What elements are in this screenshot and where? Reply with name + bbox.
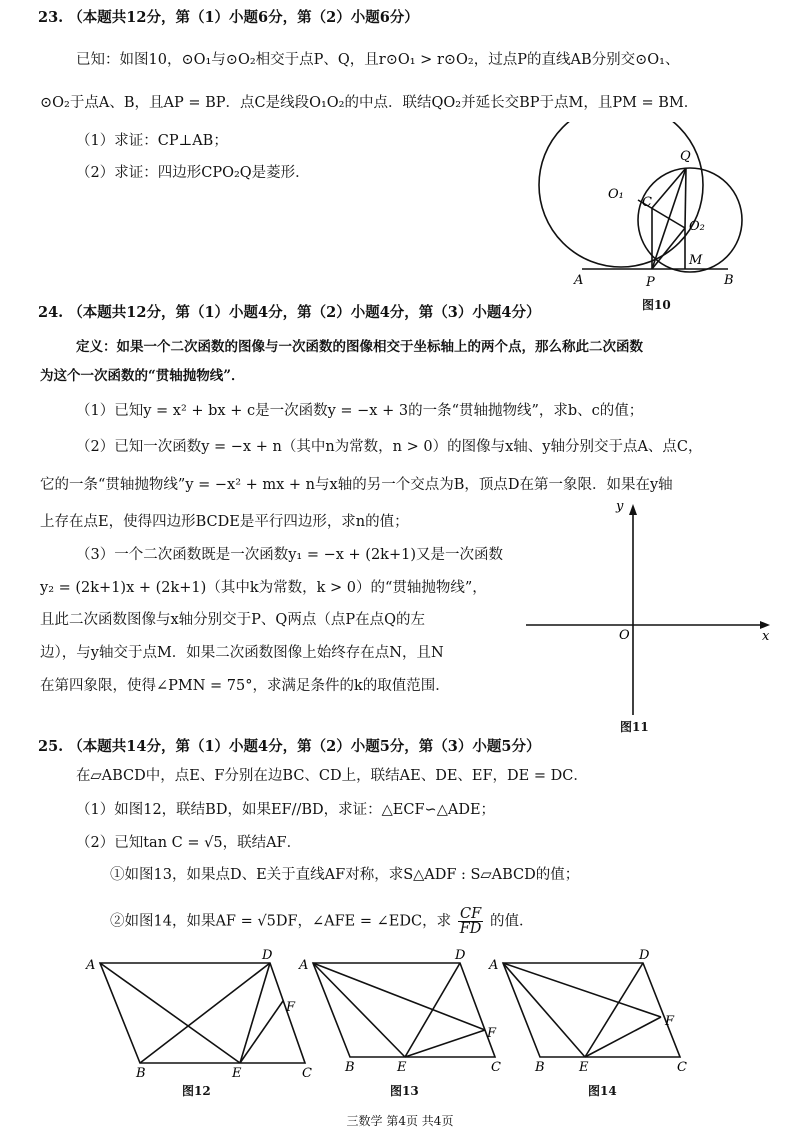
q25-part2-sub2-suffix: 的值．: [490, 913, 534, 930]
q25-part2-sub1: ①如图13，如果点D、E关于直线AF对称，求S△ADF : S▱ABCD的值；: [110, 867, 580, 883]
figure-13-caption: 图13: [390, 1084, 419, 1098]
label-o2: O₂: [689, 219, 705, 234]
label-o1: O₁: [608, 187, 624, 202]
q24-part2-line3: 上存在点E，使得四边形BCDE是平行四边形，求n的值；: [40, 514, 409, 530]
figure-13: [295, 945, 510, 1080]
y-axis-arrow: [629, 504, 637, 515]
fraction-numerator: CF: [458, 907, 484, 922]
segment-cq: [652, 168, 686, 208]
segment-ef: [240, 1001, 283, 1063]
q25-part2: （2）已知tan C = √5，联结AF．: [76, 835, 302, 851]
label-a: A: [574, 273, 584, 288]
q25-part2-sub2: [110, 907, 534, 936]
q23-part1: （1）求证：CP⊥AB；: [76, 133, 228, 149]
fig14-label-a: A: [489, 958, 499, 973]
figure-14: [485, 945, 700, 1080]
figure-14-caption: 图14: [588, 1084, 617, 1098]
segment-de: [585, 963, 643, 1057]
q24-part2-line2: 它的一条“贯轴抛物线”y = −x² + mx + n与x轴的另一个交点为B，顶点D在第一象限．如果在y轴: [40, 477, 673, 493]
q23-line2: ⊙O₂于点A、B，且AP = BP．点C是线段O₁O₂的中点．联结QO₂并延长交BP于点M，且PM = BM．: [40, 95, 699, 111]
q23-line1: 已知：如图10，⊙O₁与⊙O₂相交于点P、Q，且r⊙O₁ > r⊙O₂，过点P的直线AB分别交⊙O₁、: [76, 52, 680, 68]
q24-definition-line2: 为这个一次函数的“贯轴抛物线”．: [40, 368, 245, 384]
segment-pq: [652, 168, 686, 269]
label-m: M: [689, 253, 703, 268]
label-c: C: [642, 195, 652, 210]
parallelogram-abcd: [313, 963, 495, 1057]
fraction-denominator: FD: [459, 921, 482, 937]
x-axis-label: x: [762, 629, 770, 644]
q24-header: 24. （本题共12分，第（1）小题4分，第（2）小题4分，第（3）小题4分）: [38, 304, 541, 321]
q24-part3-line1: （3）一个二次函数既是一次函数y₁ = −x + (2k+1)又是一次函数: [76, 547, 503, 563]
fraction-cf-fd: [458, 907, 484, 936]
x-axis-arrow: [760, 621, 770, 629]
segment-ae: [313, 963, 405, 1057]
fig12-label-b: B: [136, 1066, 146, 1080]
q25-part2-sub2-text: ②如图14，如果AF = √5DF，∠AFE = ∠EDC，求: [110, 913, 452, 930]
q25-header: 25. （本题共14分，第（1）小题4分，第（2）小题5分，第（3）小题5分）: [38, 738, 541, 755]
q25-part1: （1）如图12，联结BD，如果EF//BD，求证：△ECF∽△ADE；: [76, 802, 496, 818]
fig13-label-b: B: [345, 1060, 355, 1075]
fig13-label-a: A: [299, 958, 309, 973]
figure-12-caption: 图12: [182, 1084, 211, 1098]
fig13-label-e: E: [397, 1060, 407, 1075]
origin-label: O: [619, 628, 630, 643]
segment-ef: [585, 1017, 661, 1057]
y-axis-label: y: [616, 499, 624, 514]
q24-part3-line3: 且此二次函数图像与x轴分别交于P、Q两点（点P在点Q的左: [40, 612, 425, 628]
figure-10-caption: 图10: [642, 298, 671, 312]
segment-qo2: [685, 168, 686, 228]
q24-part2-line1: （2）已知一次函数y = −x + n（其中n为常数，n > 0）的图像与x轴、y轴分别交于点A、点C，: [76, 439, 703, 455]
figure-11-axes: [520, 490, 780, 720]
q24-part3-line5: 在第四象限，使得∠PMN = 75°，求满足条件的k的取值范围．: [40, 678, 450, 694]
segment-ae: [100, 963, 240, 1063]
fig12-label-e: E: [232, 1066, 242, 1080]
segment-af: [313, 963, 485, 1030]
page-footer: 三数学 第4页 共4页: [346, 1114, 454, 1128]
label-q: Q: [680, 149, 691, 164]
fig13-label-c: C: [491, 1060, 501, 1075]
q24-definition-line1: 定义：如果一个二次函数的图像与一次函数的图像相交于坐标轴上的两个点，那么称此二次函数: [76, 339, 643, 355]
q23-part2: （2）求证：四边形CPO₂Q是菱形．: [76, 165, 310, 181]
fig14-label-c: C: [677, 1060, 687, 1075]
segment-de: [240, 963, 270, 1063]
fig12-label-f: F: [286, 1000, 296, 1015]
label-b: B: [724, 273, 734, 288]
q24-part3-line4: 边），与y轴交于点M．如果二次函数图像上始终存在点N，且N: [40, 645, 444, 661]
fig14-label-f: F: [665, 1014, 675, 1029]
fig12-label-c: C: [302, 1066, 312, 1080]
fig12-label-a: A: [86, 958, 96, 973]
fig13-label-d: D: [455, 948, 466, 963]
q23-header: 23. （本题共12分，第（1）小题6分，第（2）小题6分）: [38, 9, 419, 26]
figure-10: [538, 122, 766, 300]
segment-po2: [652, 228, 685, 269]
figure-11-caption: 图11: [620, 720, 649, 734]
fig14-label-e: E: [579, 1060, 589, 1075]
q24-part3-line2: y₂ = (2k+1)x + (2k+1)（其中k为常数，k > 0）的“贯轴抛物线”，: [40, 580, 487, 596]
fig14-label-d: D: [639, 948, 650, 963]
q25-intro: 在▱ABCD中，点E、F分别在边BC、CD上，联结AE、DE、EF，DE = DC．: [76, 768, 588, 784]
figure-12: [80, 945, 315, 1080]
fig14-label-b: B: [535, 1060, 545, 1075]
segment-ef: [405, 1030, 485, 1057]
fig13-label-f: F: [487, 1026, 497, 1041]
label-p: P: [646, 275, 655, 290]
q24-part1: （1）已知y = x² + bx + c是一次函数y = −x + 3的一条“贯轴抛物线”，求b、c的值；: [76, 403, 644, 419]
fig12-label-d: D: [262, 948, 273, 963]
parallelogram-abcd: [503, 963, 680, 1057]
